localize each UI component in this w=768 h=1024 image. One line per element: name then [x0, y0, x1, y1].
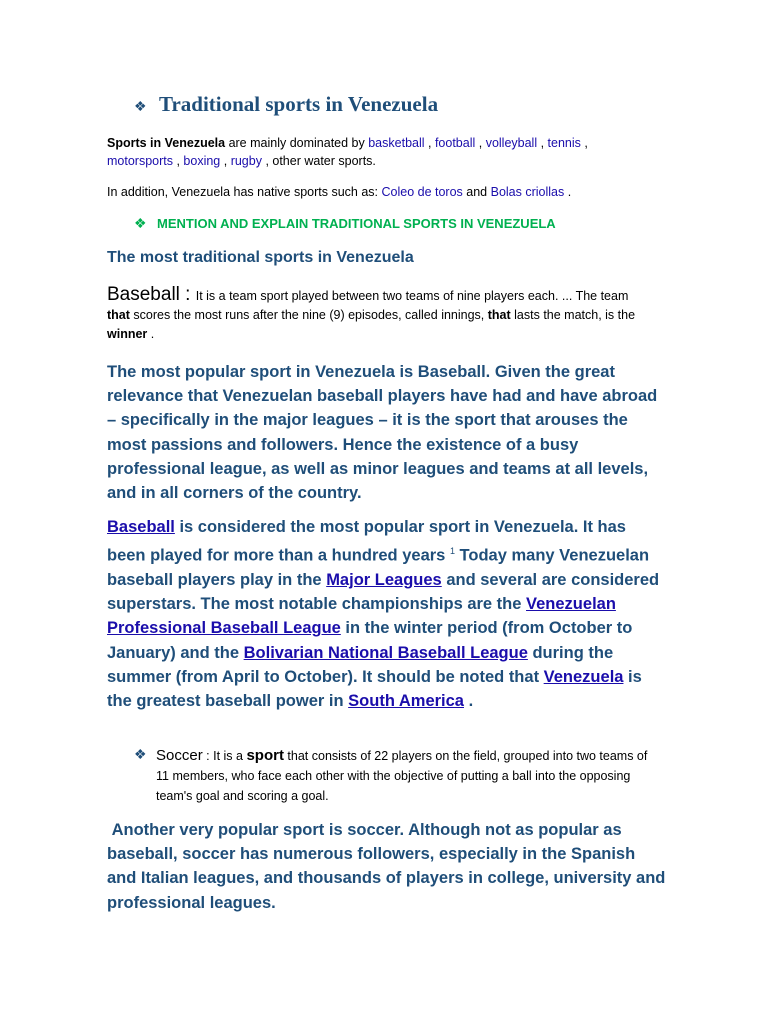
link-major-leagues[interactable]: Major Leagues [326, 570, 442, 589]
diamond-bullet-icon: ❖ [134, 98, 147, 114]
link-bolivarian-national-baseball-league[interactable]: Bolivarian National Baseball League [243, 643, 528, 662]
green-heading-row [134, 215, 694, 233]
soccer-term: Soccer [156, 747, 203, 764]
link-boxing[interactable]: boxing [183, 153, 221, 168]
baseball-term: Baseball : [107, 284, 196, 305]
link-rugby[interactable]: rugby [230, 153, 262, 168]
link-volleyball[interactable]: volleyball [485, 136, 538, 150]
footnote-marker: 1 [449, 546, 455, 557]
soccer-paragraph: Another very popular sport is soccer. Although not as popular as baseball, soccer has numerous followers, especially in the Spanish and Italian leagues, and thousands of players in college, university and professional leagues. [107, 821, 670, 912]
link-south-america[interactable]: South America [348, 691, 464, 710]
native-sports-paragraph: In addition, Venezuela has native sports such as: Coleo de toros and Bolas criollas . [107, 185, 572, 199]
intro-paragraph: Sports in Venezuela are mainly dominated by basketball , football , volleyball , tennis , motorsports , boxing , rugby , other water sports. [107, 136, 588, 168]
title-row [134, 92, 694, 117]
link-motorsports[interactable]: motorsports [107, 153, 173, 168]
diamond-bullet-icon: ❖ [134, 746, 147, 762]
sport-word: sport [246, 747, 284, 764]
soccer-bullet [134, 746, 147, 764]
intro-lead: Sports in Venezuela [107, 136, 226, 150]
diamond-bullet-icon: ❖ [134, 215, 147, 231]
link-basketball[interactable]: basketball [368, 136, 425, 150]
section-heading: MENTION AND EXPLAIN TRADITIONAL SPORTS IN VENEZUELA [157, 216, 556, 231]
link-venezuelan-professional-baseball-league[interactable]: Venezuelan Professional Baseball League [107, 595, 616, 638]
baseball-history-paragraph: Baseball is considered the most popular sport in Venezuela. It has been played for more than a hundred years $^1$ Today many Venezuelan baseball players play in the Major Leagues and several are considered superstars. The most notable championships are the Venezuelan Professional Baseball League in the winter period (from October to January) and the Bolivarian National Baseball League during the summer (from April to October). It should be noted that Venezuela is the greatest baseball power in South America . [107, 518, 660, 710]
link-baseball[interactable]: Baseball [107, 518, 175, 536]
baseball-definition: Baseball : It is a team sport played between two teams of nine players each. ... The team that scores the most runs after the nine (9) episodes, called innings, that lasts the match, is the winner . [107, 284, 636, 341]
link-tennis[interactable]: tennis [547, 136, 581, 150]
link-bolas-criollas[interactable]: Bolas criollas [490, 185, 565, 199]
subheading: The most traditional sports in Venezuela [107, 249, 414, 266]
link-football[interactable]: football [434, 136, 476, 150]
page-title: Traditional sports in Venezuela [159, 92, 439, 116]
link-venezuela[interactable]: Venezuela [543, 667, 624, 686]
popular-sport-paragraph: The most popular sport in Venezuela is Baseball. Given the great relevance that Venezuelan baseball players have had and have abroad – specifically in the major leagues – it is the sport that arouses the most passions and followers. Hence the existence of a busy professional league, as well as minor leagues and teams at all levels, and in all corners of the country. [107, 363, 658, 503]
soccer-definition: Soccer : It is a sport that consists of 22 players on the field, grouped into two teams of 11 members, who face each other with the objective of putting a ball into the opposing team's goal and scoring a goal. [156, 747, 648, 803]
link-coleo-de-toros[interactable]: Coleo de toros [381, 185, 463, 199]
